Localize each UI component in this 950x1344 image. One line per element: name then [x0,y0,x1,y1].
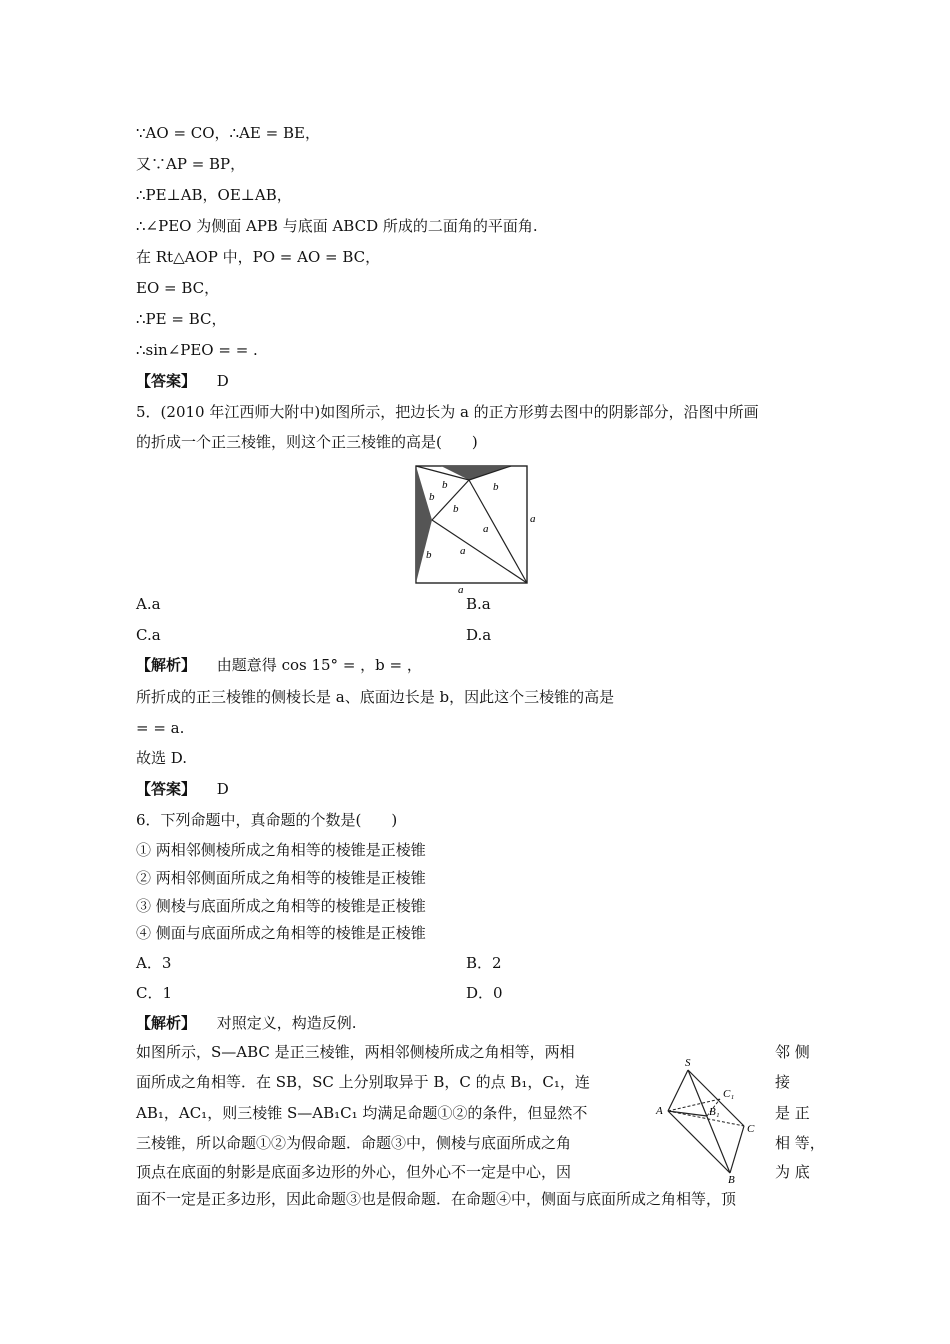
q5-analysis-row [136,655,422,675]
answer-row [136,371,229,391]
q6-para-tail-5: 为 底 [775,1163,810,1181]
q6-statement-4: ④ 侧面与底面所成之角相等的棱锥是正棱锥 [136,924,426,942]
q5-analysis-label: 【解析】 [136,656,197,674]
fig6-label-B: B [728,1174,735,1184]
proof-line-1: ∵AO = CO，∴AE = BE， [136,124,320,142]
q5-line-4: = = a. [136,719,185,737]
fig5-label-b4: b [493,481,499,493]
fig5-label-a2: a [460,545,466,557]
fig6-label-C: C [747,1123,755,1135]
fig6-label-C1: C₁ [723,1088,735,1100]
edge-BC [730,1126,744,1173]
q6-statement-1: ① 两相邻侧棱所成之角相等的棱锥是正棱锥 [136,841,426,859]
q6-para-tail-3: 是 正 [775,1104,810,1122]
q6-para-line-3: AB₁，AC₁，则三棱锥 S—AB₁C₁ 均满足命题①②的条件，但显然不 [136,1104,588,1122]
q6-analysis-label: 【解析】 [136,1014,197,1032]
q5-option-a: A.a [136,595,161,613]
fig5-label-a1: a [483,523,489,535]
q6-option-d: D．0 [466,984,503,1002]
edge-AB [668,1111,730,1173]
q6-pyramid-figure [652,1052,767,1184]
q5-analysis-text: 由题意得 cos 15° = ，b = ， [216,656,422,674]
q5-answer-row [136,779,229,799]
q5-line-5: 故选 D. [136,749,188,767]
q6-option-c: C．1 [136,984,173,1002]
fig6-label-B1: B₁ [709,1106,720,1118]
proof-line-3: ∴PE⊥AB，OE⊥AB， [136,186,292,204]
fig5-fold-5 [432,520,527,583]
proof-line-2: 又∵AP = BP， [136,155,246,173]
q6-para-tail-2: 接 [775,1073,791,1091]
q6-para-line-5: 顶点在底面的射影是底面多边形的外心，但外心不一定是中心，因 [136,1163,572,1181]
q5-line-1: 5．(2010 年江西师大附中)如图所示，把边长为 a 的正方形剪去图中的阴影部分，沿图中所画 [136,403,759,421]
q6-para-line-6: 面不一定是正多边形，因此命题③也是假命题．在命题④中，侧面与底面所成之角相等，顶 [136,1190,737,1208]
fig5-label-b1: b [429,491,435,503]
fig5-label-b5: b [426,549,432,561]
fig5-label-b2: b [442,479,448,491]
q6-option-a: A．3 [136,954,172,972]
answer-label: 【答案】 [136,372,197,390]
q5-answer-label: 【答案】 [136,780,197,798]
proof-line-7: ∴PE = BC， [136,310,227,328]
proof-line-8: ∴sin∠PEO = = . [136,341,258,359]
proof-line-5: 在 Rt△AOP 中，PO = AO = BC， [136,248,381,266]
q5-line-2: 的折成一个正三棱锥，则这个正三棱锥的高是( ) [136,433,478,451]
q5-option-c: C.a [136,626,161,644]
q5-option-b: B.a [466,595,491,613]
fig5-label-a3: a [530,513,536,525]
edge-SA [668,1070,688,1111]
proof-line-4: ∴∠PEO 为侧面 APB 与底面 ABCD 所成的二面角的平面角. [136,217,538,235]
fig5-fold-4 [469,480,527,583]
q6-para-tail-4: 相 等， [775,1134,825,1152]
fig6-label-A: A [656,1105,663,1117]
q6-para-line-4: 三棱锥，所以命题①②为假命题．命题③中，侧棱与底面所成之角 [136,1134,572,1152]
q5-answer-value: D [216,780,229,798]
q6-statement-3: ③ 侧棱与底面所成之角相等的棱锥是正棱锥 [136,897,426,915]
q6-statement-2: ② 两相邻侧面所成之角相等的棱锥是正棱锥 [136,869,426,887]
fig5-fold-1 [432,480,469,520]
q6-analysis-text: 对照定义，构造反例. [216,1014,357,1032]
q5-option-d: D.a [466,626,492,644]
edge-AB1 [668,1111,707,1116]
q6-title: 6．下列命题中，真命题的个数是( ) [136,811,398,829]
q6-analysis-row [136,1013,357,1033]
q6-para-line-1: 如图所示，S—ABC 是正三棱锥，两相邻侧棱所成之角相等，两相 [136,1043,575,1061]
fig6-label-S: S [685,1057,691,1069]
q6-para-tail-1: 邻 侧 [775,1043,810,1061]
answer-value: D [216,372,229,390]
fig5-shade-left [416,466,432,583]
q5-line-3: 所折成的正三棱锥的侧棱长是 a、底面边长是 b，因此这个三棱锥的高是 [136,688,615,706]
fig5-label-a4: a [458,584,464,595]
proof-line-6: EO = BC， [136,279,220,297]
fig5-label-b3: b [453,503,459,515]
q6-option-b: B．2 [466,954,502,972]
q6-para-line-2: 面所成之角相等．在 SB，SC 上分别取异于 B，C 的点 B₁，C₁，连 [136,1073,590,1091]
q5-figure [405,460,545,595]
